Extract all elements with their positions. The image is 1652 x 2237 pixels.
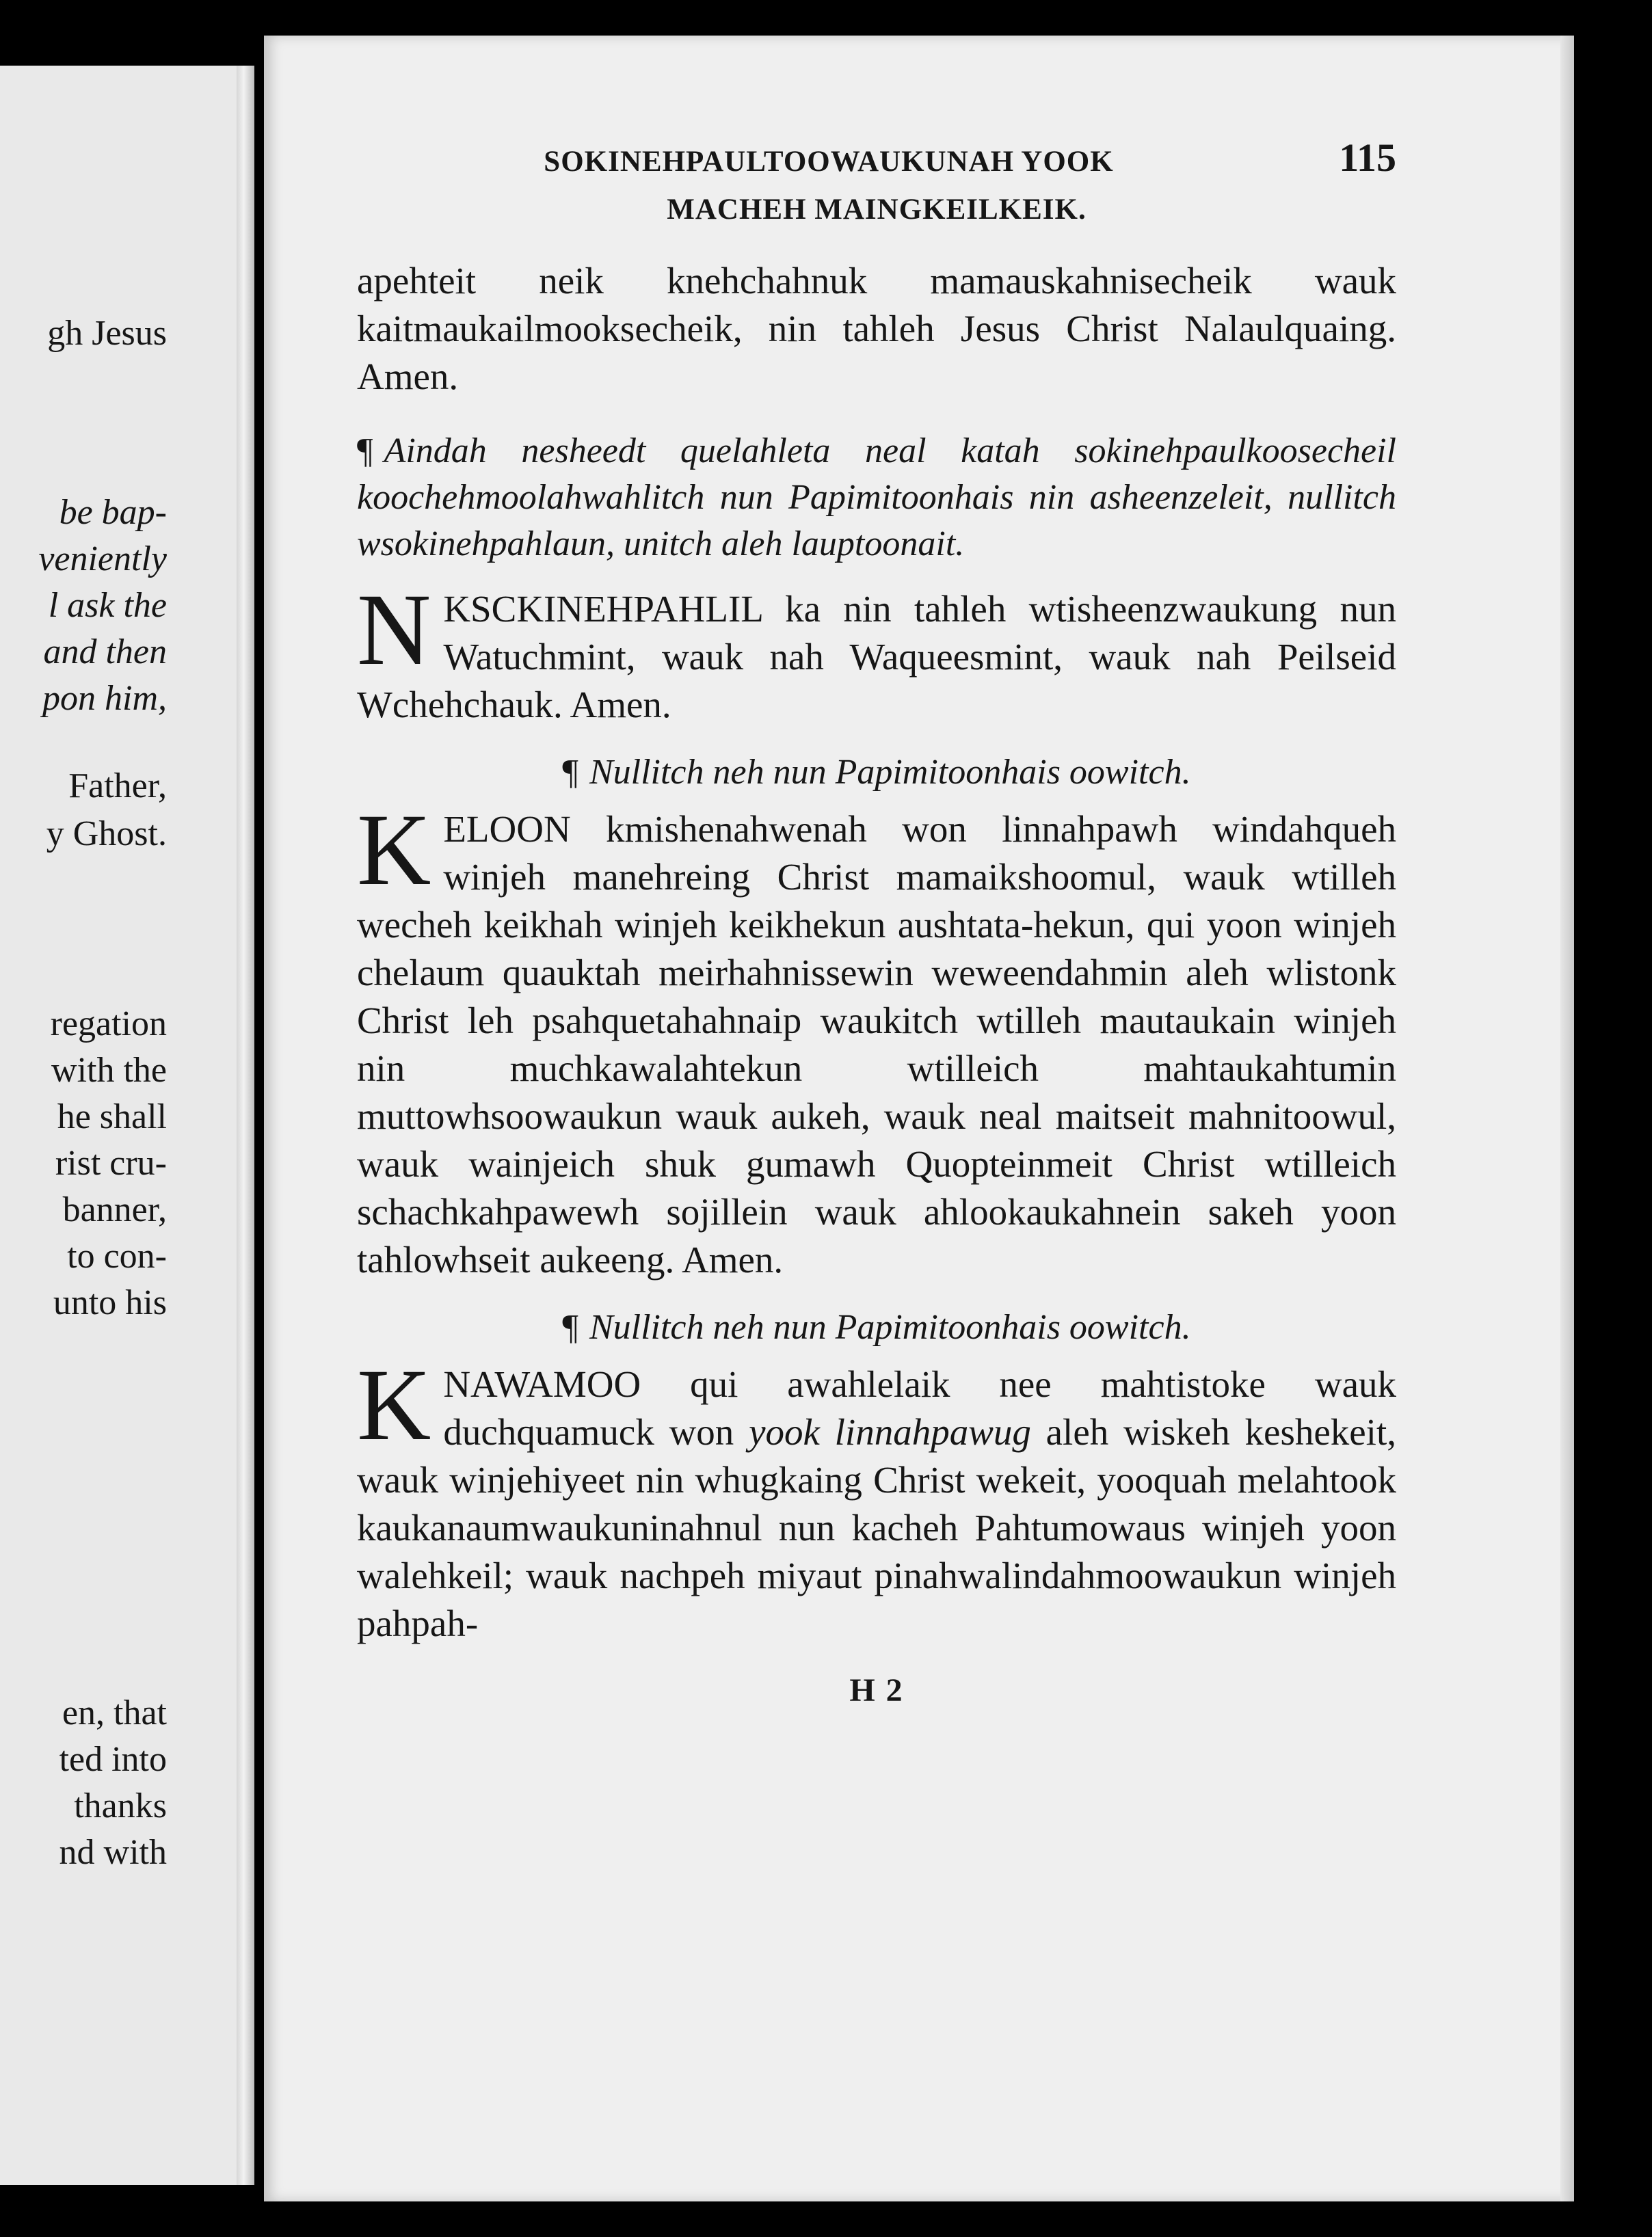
left-line: pon him, — [42, 679, 167, 718]
left-line: he shall — [57, 1097, 167, 1136]
left-line: en, that — [62, 1693, 167, 1732]
rubric-3-text: Nullitch neh nun Papimitoonhais oowitch. — [589, 1308, 1191, 1347]
left-page-fragment — [0, 66, 254, 2185]
rubric-1 — [357, 428, 1396, 567]
left-line: veniently — [38, 539, 167, 578]
left-line: regation — [50, 1004, 167, 1043]
page-content — [357, 135, 1396, 1715]
left-line: with the — [51, 1051, 167, 1090]
left-line: Father, — [68, 766, 167, 805]
left-line: ted into — [59, 1740, 167, 1779]
page-number: 115 — [1339, 135, 1396, 180]
paragraph-4 — [357, 1348, 1396, 1648]
paragraph-2-text: KSCKINEHPAHLIL ka nin tahleh wtisheenzwaukung nun Watuchmint, wauk nah Waqueesmint, wauk nah Peilseid Wchehchauk. Amen. — [357, 588, 1396, 725]
page-gutter — [237, 66, 254, 2185]
rubric-2 — [357, 749, 1396, 796]
left-line: be bap- — [59, 493, 167, 532]
drop-cap: K — [357, 1348, 431, 1462]
left-line: gh Jesus — [47, 314, 167, 353]
left-line: and then — [43, 632, 167, 671]
paragraph-3-text: ELOON kmishenahwenah won linnahpawh windahqueh winjeh manehreing Christ mamaikshoomul, wauk wtilleh wecheh keikhah winjeh keikhekun aushtata-hekun, qui yoon winjeh chelaum quauktah meirhahnissewin weweendahmin aleh wlistonk Christ leh psahquetahahnaip waukitch wtilleh mautaukain winjeh nin muchkawalahtekun wtilleich mahtaukahtumin muttowhsoowaukun wauk aukeh, wauk neal maitseit mahnitoowul, wauk wainjeich shuk gumawh Quopteinmeit Christ wtilleich schachkahpawewh sojillein wauk ahlookaukahnein sakeh yoon tahlowhseit aukeeng. Amen. — [357, 808, 1396, 1281]
left-line: thanks — [74, 1786, 167, 1825]
left-line: nd with — [59, 1833, 167, 1872]
paragraph-4-italic: yook linnahpawug — [749, 1411, 1031, 1453]
signature-mark: H 2 — [849, 1672, 904, 1709]
rubric-3 — [357, 1304, 1396, 1351]
paragraph-4-text-b: aleh wiskeh keshekeit, wauk winjehiyeet nin whugkaing Christ wekeit, yooquah melahtook kaukanaumwaukuninahnul nun kacheh Pahtumowaus winjeh yoon walehkeil; wauk nachpeh miyaut pinahwalindahmoowaukun winjeh pahpah- — [357, 1411, 1396, 1644]
left-line: y Ghost. — [46, 814, 167, 853]
pilcrow-icon: ¶ — [562, 1308, 578, 1347]
page-edge — [1560, 36, 1574, 2201]
rubric-1-text: Aindah nesheedt quelahleta neal katah sokinehpaulkoosecheil koochehmoolahwahlitch nun Papimitoonhais nin asheenzeleit, nullitch wsokinehpahlaun, unitch aleh lauptoonait. — [357, 431, 1396, 563]
rubric-2-text: Nullitch neh nun Papimitoonhais oowitch. — [589, 753, 1191, 792]
paragraph-3 — [357, 793, 1396, 1284]
paragraph-2 — [357, 573, 1396, 729]
right-page — [264, 36, 1574, 2201]
running-head-line1: SOKINEHPAULTOOWAUKUNAH YOOK — [544, 146, 1114, 178]
paragraph-1: apehteit neik knehchahnuk mamauskahnisecheik wauk kaitmaukailmooksecheik, nin tahleh Jesus Christ Nalaulquaing. Amen. — [357, 260, 1396, 397]
left-line: l ask the — [48, 586, 167, 625]
drop-cap: K — [357, 793, 431, 907]
left-line: banner, — [62, 1190, 167, 1229]
drop-cap: N — [357, 573, 431, 686]
running-header — [357, 135, 1396, 186]
left-line: to con- — [67, 1237, 167, 1276]
paragraph-4-text-a: NAWAMOO qui awahlelaik nee mahtistoke wauk duchquamuck won — [443, 1363, 1396, 1453]
running-head-line2: MACHEH MAINGKEILKEIK. — [667, 193, 1087, 226]
left-line: unto his — [53, 1283, 167, 1322]
pilcrow-icon: ¶ — [357, 431, 373, 470]
pilcrow-icon: ¶ — [562, 753, 578, 792]
left-line: rist cru- — [55, 1144, 167, 1183]
